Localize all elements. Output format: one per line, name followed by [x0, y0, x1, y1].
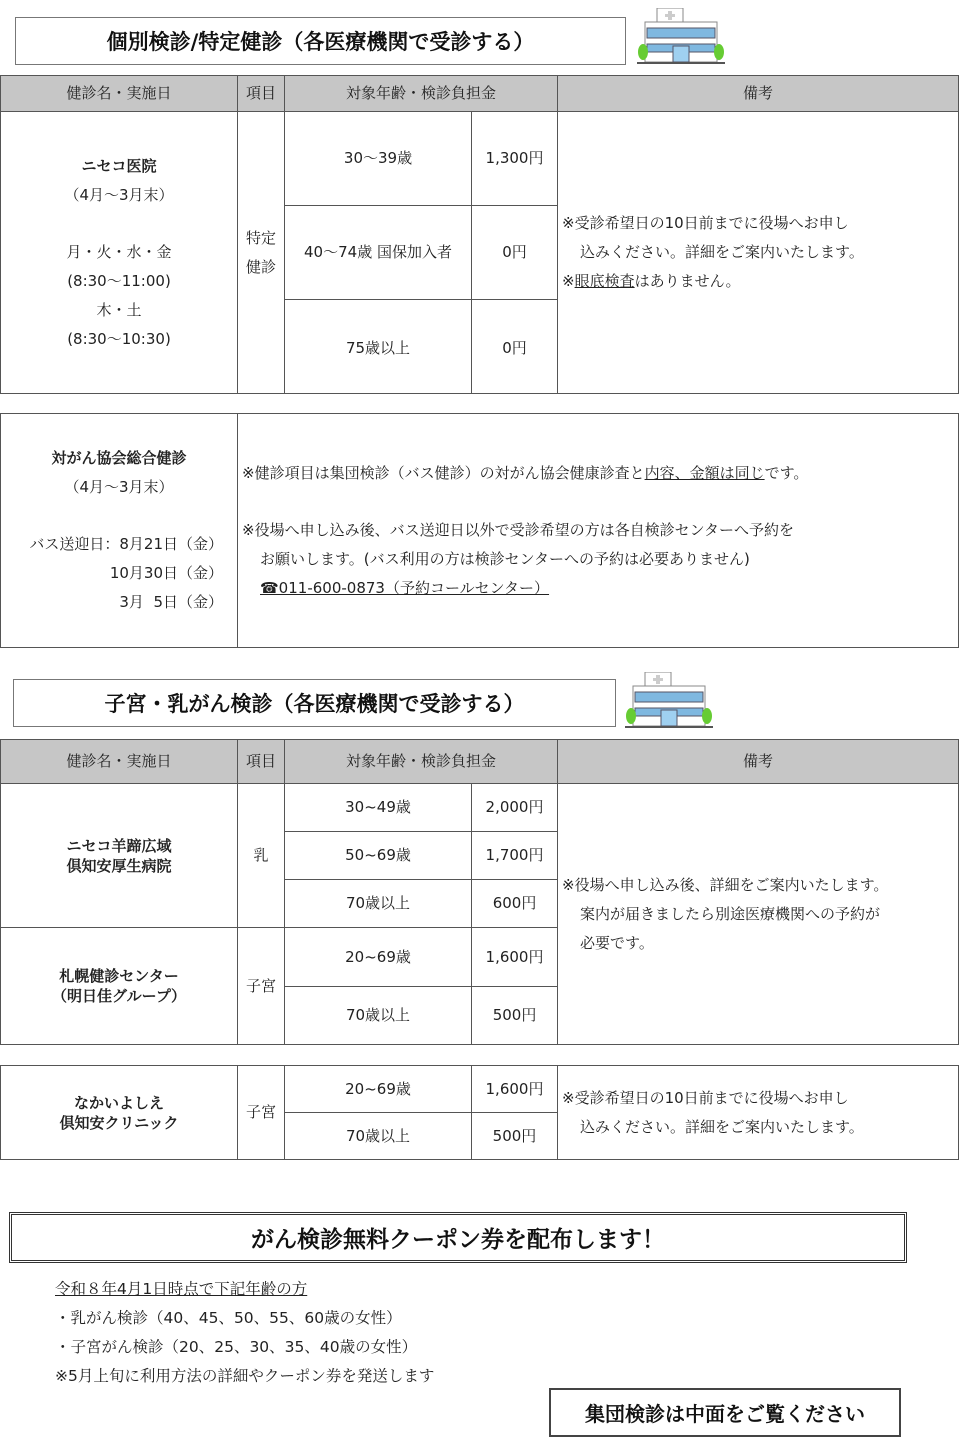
clinic-hours: (8:30～10:30) [67, 329, 171, 348]
note-line [562, 267, 958, 296]
fee-cell: 1,600円 [472, 928, 558, 987]
note-line: お願いします。(バス利用の方は検診センターへの予約は必要ありません) [260, 549, 750, 568]
clinic-period: （4月～3月末） [64, 185, 174, 204]
cancer-assoc-cell [1, 414, 238, 648]
clinic-days: 月・火・水・金 [66, 242, 172, 261]
hospital-cell [1, 1066, 238, 1160]
clinic-hours: (8:30～11:00) [67, 271, 171, 290]
age-cell: 30～39歳 [285, 112, 472, 206]
cancer-association-table [0, 413, 959, 648]
nakai-clinic-table [0, 1065, 959, 1160]
hospital-name: なかいよしえ [73, 1093, 164, 1112]
phone-number[interactable]: ☎011-600-0873（予約コールセンター） [260, 578, 550, 597]
fee-cell: 1,300円 [472, 112, 558, 206]
bus-date: 10月30日（金） [109, 564, 223, 582]
header-name: 健診名・実施日 [1, 76, 238, 112]
fee-cell: 500円 [472, 987, 558, 1045]
age-cell: 75歳以上 [285, 300, 472, 394]
item-cell: 乳 [238, 784, 285, 928]
cancer-assoc-period: （4月～3月末） [64, 478, 174, 496]
fee-cell: 2,000円 [472, 784, 558, 832]
hospital-name: 倶知安厚生病院 [66, 856, 172, 875]
individual-checkup-table [0, 75, 959, 394]
note-line: ※役場へ申し込み後、バス送迎日以外で受診希望の方は各自検診センターへ予約を [242, 520, 794, 539]
coupon-note: ※5月上旬に利用方法の詳細やクーポン券を発送します [55, 1367, 435, 1385]
fee-cell: 600円 [472, 880, 558, 928]
item-cell: 特定 健診 [238, 112, 285, 394]
coupon-details [55, 1275, 434, 1391]
section1-title: 個別検診/特定健診（各医療機関で受診する） [15, 17, 626, 65]
age-cell: 40～74歳 国保加入者 [285, 206, 472, 300]
age-cell: 70歳以上 [285, 880, 472, 928]
clinic-cell [1, 112, 238, 394]
notes-cell [558, 784, 959, 1045]
notes-cell [558, 1066, 959, 1160]
note-line: 案内が届きましたら別途医療機関への予約が [580, 904, 881, 923]
age-cell: 20~69歳 [285, 1066, 472, 1113]
header-age-fee: 対象年齢・検診負担金 [285, 740, 558, 784]
coupon-item: ・子宮がん検診（20、25、30、35、40歳の女性） [55, 1338, 418, 1356]
item-cell: 子宮 [238, 928, 285, 1045]
hospital-cell [1, 928, 238, 1045]
uterine-breast-table [0, 739, 959, 1045]
item-cell: 子宮 [238, 1066, 285, 1160]
cancer-assoc-notes [238, 414, 959, 648]
fee-cell: 500円 [472, 1113, 558, 1160]
fee-cell: 1,600円 [472, 1066, 558, 1113]
note-line: 込みください。詳細をご案内いたします。 [580, 1117, 864, 1136]
note-line: ※役場へ申し込み後、詳細をご案内いたします。 [562, 875, 889, 894]
age-cell: 50~69歳 [285, 832, 472, 880]
fee-cell: 0円 [472, 206, 558, 300]
header-name: 健診名・実施日 [1, 740, 238, 784]
group-checkup-notice: 集団検診は中面をご覧ください [549, 1388, 901, 1437]
note-line: ※受診希望日の10日前までに役場へお申し [562, 214, 849, 232]
note-line: 必要です。 [580, 933, 654, 952]
age-cell: 70歳以上 [285, 987, 472, 1045]
fee-cell: 0円 [472, 300, 558, 394]
fundus-exam-text: 眼底検査 [574, 272, 635, 290]
bus-date: 3月 5日（金） [119, 593, 223, 611]
clinic-days: 木・土 [96, 300, 142, 319]
note-underlined: 内容、金額は同じ [644, 463, 765, 482]
fee-cell: 1,700円 [472, 832, 558, 880]
note-line [242, 459, 958, 488]
clinic-name: ニセコ医院 [81, 156, 157, 175]
coupon-item: ・乳がん検診（40、45、50、55、60歳の女性） [55, 1309, 402, 1327]
hospital-cell [1, 784, 238, 928]
age-cell: 70歳以上 [285, 1113, 472, 1160]
header-item: 項目 [238, 76, 285, 112]
note-line: 込みください。詳細をご案内いたします。 [580, 243, 864, 261]
note-prefix: ※ [562, 272, 575, 290]
hospital-name: 札幌健診センター [59, 967, 179, 985]
note-text: です。 [764, 463, 809, 482]
coupon-date-line: 令和８年4月1日時点で下記年齢の方 [55, 1280, 308, 1298]
hospital-building-icon [625, 672, 713, 728]
cancer-assoc-name: 対がん協会総合健診 [51, 449, 187, 467]
coupon-title: がん検診無料クーポン券を配布します！ [9, 1212, 907, 1263]
hospital-building-icon [637, 8, 725, 64]
section3-title: 子宮・乳がん検診（各医療機関で受診する） [13, 679, 616, 727]
header-item: 項目 [238, 740, 285, 784]
note-line: ※受診希望日の10日前までに役場へお申し [562, 1088, 849, 1107]
age-cell: 20~69歳 [285, 928, 472, 987]
header-age-fee: 対象年齢・検診負担金 [285, 76, 558, 112]
hospital-name: ニセコ羊蹄広域 [66, 836, 172, 855]
header-notes: 備考 [558, 740, 959, 784]
hospital-name: 倶知安クリニック [59, 1113, 179, 1132]
header-notes: 備考 [558, 76, 959, 112]
hospital-name: （明日佳グループ） [52, 987, 186, 1005]
bus-date: バス送迎日：8月21日（金） [29, 535, 223, 553]
age-cell: 30~49歳 [285, 784, 472, 832]
note-text: ※健診項目は集団検診（バス健診）の対がん協会健康診査と [242, 463, 645, 482]
note-suffix: はありません。 [634, 272, 741, 290]
notes-cell [558, 112, 959, 394]
